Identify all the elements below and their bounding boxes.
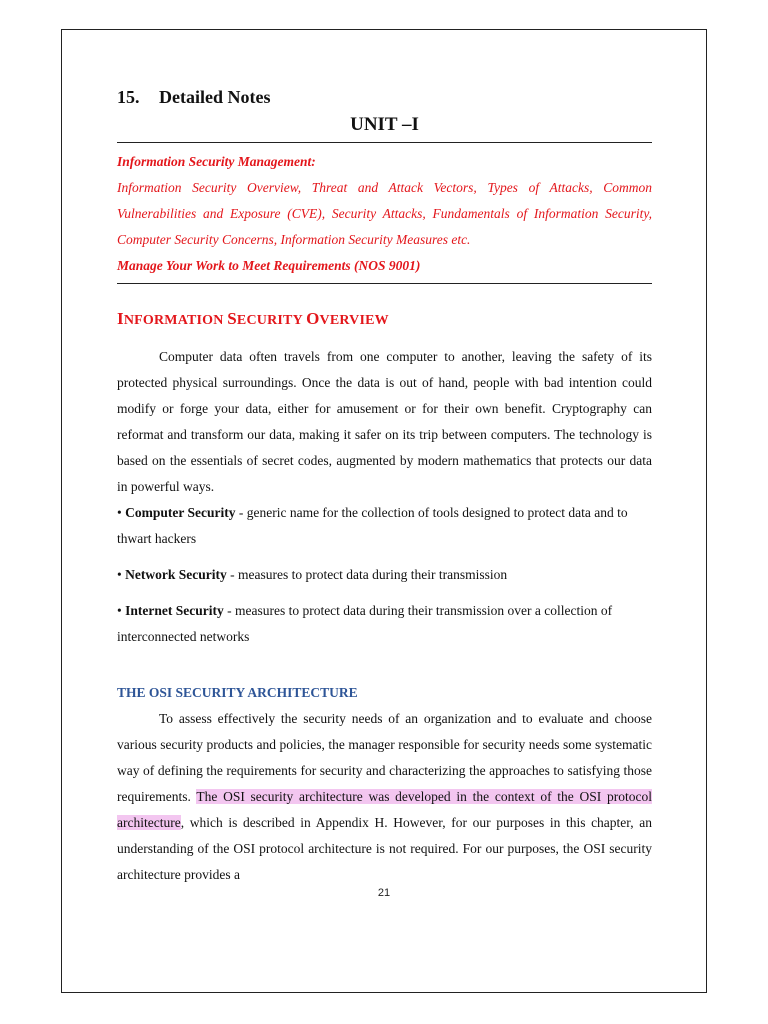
bullet-term: Network Security <box>125 567 227 582</box>
overview-heading <box>117 306 652 334</box>
osi-text: To assess effectively the security needs of an organization and to evaluate and choose various security products and policies, the manager responsible for security needs some systematic way of defining the requirements for security and characterizing the approaches to satisfying those requirements. <box>117 711 652 804</box>
heading-part: NFORMATION <box>123 313 228 328</box>
heading-cap: I <box>117 309 124 328</box>
bullet-desc: - generic name for the collection of tools designed to protect data and to thwart hackers <box>117 505 628 546</box>
osi-text: , which is described in Appendix H. However, for our purposes in this chapter, an understanding of the OSI protocol architecture is not required. For our purposes, the OSI security architecture provides a <box>117 815 652 882</box>
page-number: 21 <box>377 887 391 899</box>
syllabus-topics-line1: Information Security Overview, Threat and Attack Vectors, Types of Attacks, Common <box>117 180 652 195</box>
bullet-marker: • <box>117 603 126 618</box>
bullet-desc: - measures to protect data during their transmission <box>226 567 508 582</box>
section-title: Detailed Notes <box>159 87 271 107</box>
heading-cap: O <box>306 309 320 328</box>
syllabus-topics-line2: Vulnerabilities and Exposure (CVE), Security Attacks, Fundamentals of Information <box>117 206 599 221</box>
bullet-marker: • <box>117 505 126 520</box>
syllabus-topics-line3: Security, Computer Security Concerns, Information Security Measures etc. <box>117 206 653 247</box>
bullet-internet-security <box>117 598 652 650</box>
bullet-network-security <box>117 562 652 588</box>
section-heading <box>117 84 652 110</box>
divider-top <box>117 142 652 143</box>
heading-part: VERVIEW <box>319 313 389 328</box>
bullet-marker: • <box>117 567 126 582</box>
osi-heading: THE OSI SECURITY ARCHITECTURE <box>117 685 358 700</box>
bullet-term: Internet Security <box>125 603 224 618</box>
divider-bottom <box>117 283 652 284</box>
heading-part: ECURITY <box>236 313 307 328</box>
bullet-computer-security <box>117 500 652 552</box>
bullet-term: Computer Security <box>125 505 236 520</box>
unit-title: UNIT –I <box>350 114 419 135</box>
overview-paragraph: Computer data often travels from one computer to another, leaving the safety of its protected physical surroundings. Once the data is out of hand, people with bad intention could modify or forge your data, either for amusement or for their own benefit. Cryptography can reformat and transform our data, making it safer on its trip between computers. The technology is based on the essentials of secret codes, augmented by modern mathematics that protects our data in powerful ways. <box>117 349 652 494</box>
syllabus-block <box>117 149 652 279</box>
document-body <box>117 84 652 888</box>
section-number: 15. <box>117 87 140 107</box>
bullet-desc: - measures to protect data during their transmission over a collection of interconnected networks <box>117 603 613 644</box>
syllabus-nos: Manage Your Work to Meet Requirements (NOS 9001) <box>117 258 421 273</box>
syllabus-topics <box>117 175 652 253</box>
highlighted-text: The OSI security architecture was developed in the context of the OSI protocol architecture <box>117 789 653 830</box>
heading-cap: S <box>227 309 237 328</box>
syllabus-heading: Information Security Management: <box>117 154 316 169</box>
osi-paragraph <box>117 706 652 888</box>
